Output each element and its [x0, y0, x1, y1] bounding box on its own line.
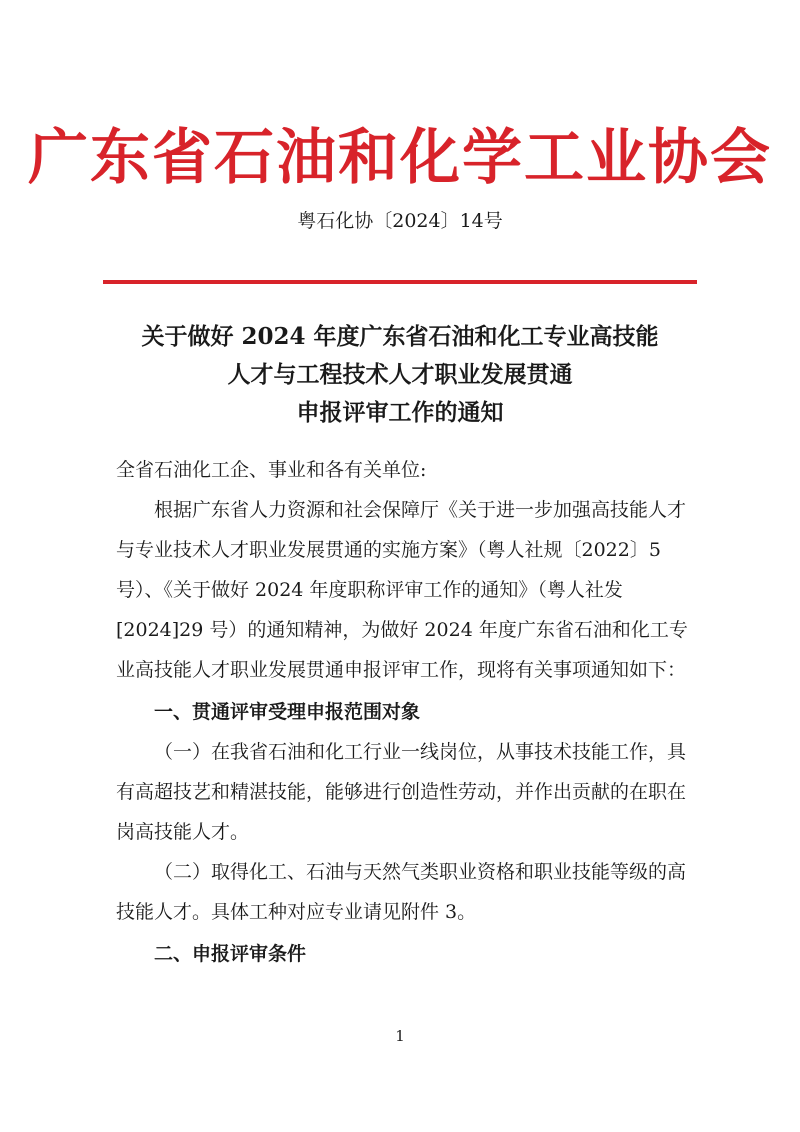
- document-body: [116, 450, 688, 974]
- title-line-2: 人才与工程技术人才职业发展贯通: [227, 361, 573, 388]
- item-paragraph-1: （一）在我省石油和化工行业一线岗位，从事技术技能工作，具有高超技艺和精湛技能，能够进行创造性劳动，并作出贡献的在职在岗高技能人才。: [116, 741, 687, 843]
- organization-title: 广东省石油和化学工业协会: [28, 123, 772, 193]
- title-line-3: 申报评审工作的通知: [296, 399, 504, 426]
- salutation: 全省石油化工企、事业和各有关单位:: [116, 459, 427, 481]
- section-heading-2: 二、申报评审条件: [154, 943, 307, 965]
- intro-paragraph: 根据广东省人力资源和社会保障厅《关于进一步加强高技能人才与专业技术人才职业发展贯通的实施方案》（粤人社规〔2022〕5 号）、《关于做好 2024 年度职称评审工作的通知》（粤人社发[2024]29 号）的通知精神，为做好 2024 年度广东省石油和化工专业高技能人才职业发展贯通申报评审工作，现将有关事项通知如下：: [116, 499, 688, 681]
- page-number: 1: [395, 1027, 405, 1045]
- red-divider-line: [103, 280, 697, 284]
- title-line-1: 关于做好 2024 年度广东省石油和化工专业高技能: [141, 323, 659, 350]
- item-paragraph-2: （二）取得化工、石油与天然气类职业资格和职业技能等级的高技能人才。具体工种对应专业请见附件 3。: [116, 861, 687, 923]
- document-number: 粤石化协〔2024〕14号: [297, 210, 503, 232]
- document-title: [0, 318, 800, 432]
- section-heading-1: 一、贯通评审受理申报范围对象: [154, 701, 421, 723]
